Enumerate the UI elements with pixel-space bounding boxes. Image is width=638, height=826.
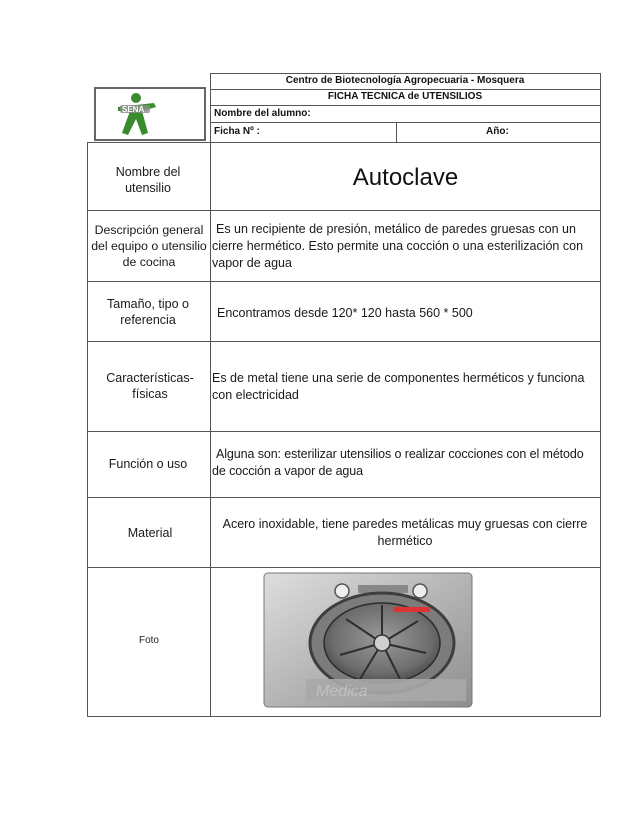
tamano-value: Encontramos desde 120* 120 hasta 560 * 500 [217, 306, 473, 320]
descripcion-label: Descripción general del equipo o utensilio de cocina [91, 223, 207, 269]
anio-label: Año: [486, 126, 509, 137]
ficha-title: FICHA TECNICA de UTENSILIOS [327, 91, 483, 102]
material-label: Material [127, 526, 173, 540]
material-value: Acero inoxidable, tiene paredes metálicas muy gruesas con cierre hermético [222, 517, 588, 548]
funcion-label: Función o uso [108, 457, 188, 471]
descripcion-value: Es un recipiente de presión, metálico de paredes gruesas con un cierre hermético. Esto permite una cocción o una esterilización con vapor de agua [212, 222, 584, 270]
utensil-name: Autoclave [352, 164, 459, 191]
funcion-value: Alguna son: esterilizar utensilios o realizar cocciones con el método de cocción a vapor de agua [212, 447, 584, 478]
svg-text:Medica: Medica [316, 683, 368, 700]
caracteristicas-label: Características- físicas [106, 371, 194, 401]
caracteristicas-value: Es de metal tiene una serie de componentes herméticos y funciona con electricidad [212, 371, 585, 402]
foto-label: Foto [138, 635, 159, 646]
tamano-label: Tamaño, tipo o referencia [107, 297, 189, 327]
nombre-alumno-label: Nombre del alumno: [214, 108, 311, 119]
sena-logo [94, 87, 206, 141]
center-title: Centro de Biotecnología Agropecuaria - Mosquera [285, 75, 525, 86]
ficha-num-label: Ficha Nº : [214, 126, 260, 137]
sena-logo-icon [96, 89, 204, 139]
autoclave-photo [260, 571, 476, 711]
logo-text: SENA [122, 105, 145, 114]
nombre-label: Nombre del utensilio [115, 165, 181, 195]
